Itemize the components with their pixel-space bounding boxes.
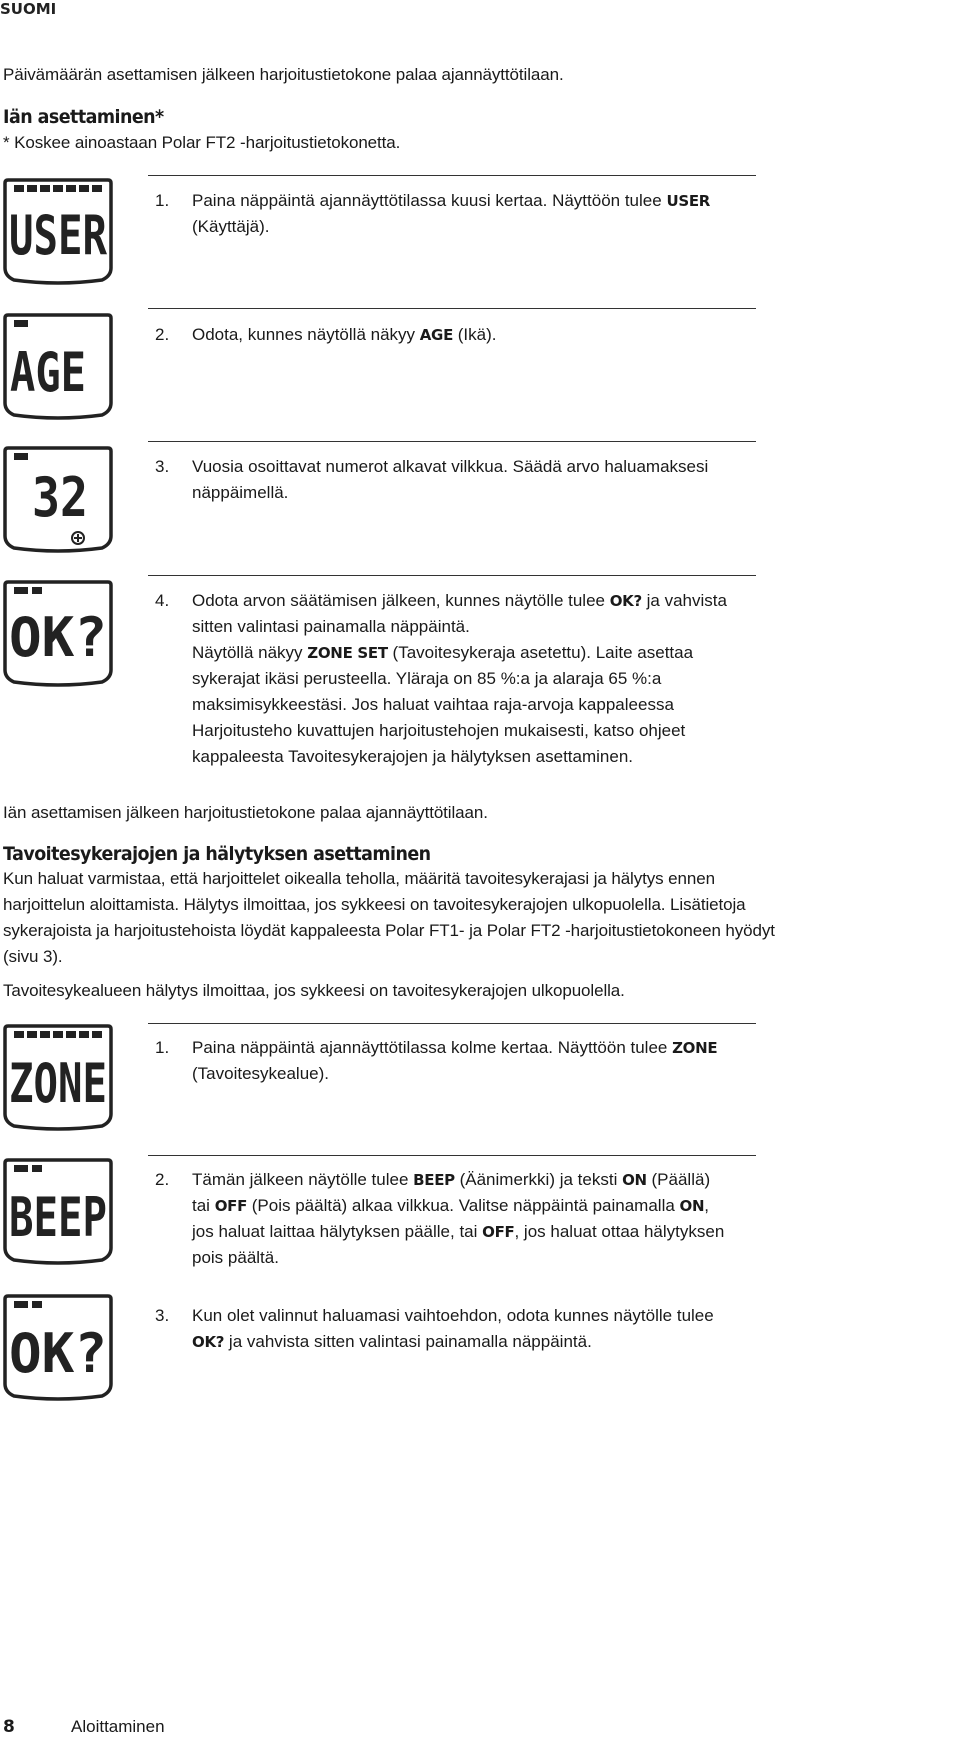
- step-text-part: , jos haluat ottaa hälytyksen: [514, 1222, 725, 1241]
- watch-display-age-icon: [2, 311, 114, 421]
- age-section-note: * Koskee ainoastaan Polar FT2 -harjoitustietokonetta.: [3, 133, 401, 152]
- step-text-part: (Pois päältä) alkaa vilkkua. Valitse näppäintä painamalla: [247, 1196, 680, 1215]
- step-text-part: (Tavoitesykeraja asetettu). Laite asettaa: [387, 643, 694, 662]
- age-after-text: Iän asettamisen jälkeen harjoitustietokone palaa ajannäyttötilaan.: [3, 803, 488, 822]
- step-text-line4: pois päältä.: [192, 1248, 279, 1267]
- display-keyword: AGE: [419, 326, 454, 344]
- step-text: [192, 588, 727, 770]
- paragraph-line: harjoittelun aloittamista. Hälytys ilmoittaa, jos sykkeesi on tavoitesykerajojen ulkopuolella. Lisätietoja: [3, 895, 746, 914]
- step-text-part: ja vahvista sitten valintasi painamalla näppäintä.: [224, 1332, 592, 1351]
- watch-display-ok-icon: [2, 578, 114, 688]
- watch-text: BEEP: [9, 1186, 107, 1249]
- zone-alarm-text: Tavoitesykealueen hälytys ilmoittaa, jos sykkeesi on tavoitesykerajojen ulkopuolella.: [3, 981, 625, 1000]
- step-text-part: Paina näppäintä ajannäyttötilassa kolme kertaa. Näyttöön tulee: [192, 1038, 673, 1057]
- footer: [3, 1717, 165, 1737]
- step-text-part: tai: [192, 1196, 215, 1215]
- footer-section-name: Aloittaminen: [71, 1717, 165, 1736]
- step-text-part: Näytöllä näkyy: [192, 643, 308, 662]
- step-text-line5: maksimisykkeestäsi. Jos haluat vaihtaa raja-arvoja kappaleessa: [192, 695, 674, 714]
- display-keyword: OFF: [482, 1223, 515, 1241]
- paragraph-line: sykerajoista ja harjoitustehoista löydät kappaleesta Polar FT1- ja Polar FT2 -harjoitustietokoneen hyödyt: [3, 921, 775, 940]
- watch-text: 32: [32, 466, 88, 529]
- step-text-line2: (Käyttäjä).: [192, 217, 270, 236]
- step-text-line1: Kun olet valinnut haluamasi vaihtoehdon, odota kunnes näytölle tulee: [192, 1306, 714, 1325]
- step-text: [192, 322, 496, 348]
- step-number: 1.: [155, 1038, 170, 1057]
- step-text-line2: (Tavoitesykealue).: [192, 1064, 330, 1083]
- watch-text: AGE: [10, 341, 86, 404]
- step-text-part: Odota arvon säätämisen jälkeen, kunnes näytölle tulee: [192, 591, 610, 610]
- step-text-part: (Päällä): [646, 1170, 711, 1189]
- watch-display-beep-icon: [2, 1156, 114, 1266]
- display-keyword: USER: [666, 192, 711, 210]
- step-number: 3.: [155, 1306, 170, 1325]
- age-step-3: [155, 454, 755, 506]
- step-text-part: Paina näppäintä ajannäyttötilassa kuusi kertaa. Näyttöön tulee: [192, 191, 667, 210]
- page-number: 8: [3, 1717, 15, 1737]
- zone-step-3: [155, 1303, 765, 1355]
- step-text-part: jos haluat laittaa hälytyksen päälle, tai: [192, 1222, 483, 1241]
- step-text-line2: sitten valintasi painamalla näppäintä.: [192, 617, 470, 636]
- step-number: 3.: [155, 457, 170, 476]
- display-keyword: ZONE: [672, 1039, 718, 1057]
- zone-section-title: Tavoitesykerajojen ja hälytyksen asettaminen: [3, 843, 431, 865]
- step-text: [192, 454, 708, 506]
- zone-step-1: [155, 1035, 755, 1087]
- step-text-part: ja vahvista: [641, 591, 727, 610]
- step-text-part: (Ikä).: [453, 325, 497, 344]
- age-step-2: [155, 322, 755, 348]
- step-text-line4: sykerajat ikäsi perusteella. Yläraja on 85 %:a ja alaraja 65 %:a: [192, 669, 662, 688]
- step-text: [192, 188, 710, 240]
- paragraph-line: (sivu 3).: [3, 947, 63, 966]
- step-divider: [148, 175, 756, 176]
- zone-section-paragraph: [3, 866, 953, 970]
- step-text-line1: Vuosia osoittavat numerot alkavat vilkkua. Säädä arvo haluamaksesi: [192, 457, 709, 476]
- step-divider: [148, 575, 756, 576]
- display-keyword: ON: [679, 1197, 705, 1215]
- step-number: 1.: [155, 191, 170, 210]
- watch-text: ZONE: [9, 1052, 107, 1115]
- watch-display-32-icon: [2, 444, 114, 554]
- watch-text: OK?: [9, 1322, 107, 1385]
- step-number: 4.: [155, 591, 170, 610]
- display-keyword: OK?: [192, 1333, 225, 1351]
- age-step-4: [155, 588, 765, 770]
- watch-display-zone-icon: [2, 1022, 114, 1132]
- step-text-part: Tämän jälkeen näytölle tulee: [192, 1170, 414, 1189]
- step-text-line2: näppäimellä.: [192, 483, 289, 502]
- step-text-line7: kappaleesta Tavoitesykerajojen ja hälytyksen asettaminen.: [192, 747, 634, 766]
- display-keyword: OFF: [214, 1197, 248, 1215]
- watch-text: OK?: [9, 606, 107, 669]
- display-keyword: ON: [622, 1171, 647, 1189]
- age-step-1: [155, 188, 755, 240]
- display-keyword: OK?: [609, 592, 642, 610]
- watch-text: USER: [9, 204, 108, 267]
- step-text-part: ,: [704, 1196, 709, 1215]
- intro-date-text: Päivämäärän asettamisen jälkeen harjoitustietokone palaa ajannäyttötilaan.: [3, 65, 564, 84]
- zone-step-2: [155, 1167, 765, 1271]
- age-section-title: Iän asettaminen*: [3, 106, 164, 128]
- step-text-part: (Äänimerkki) ja teksti: [454, 1170, 623, 1189]
- step-text: [192, 1303, 714, 1355]
- paragraph-line: Kun haluat varmistaa, että harjoittelet oikealla teholla, määritä tavoitesykerajasi ja hälytys ennen: [3, 869, 715, 888]
- step-text-line6: Harjoitusteho kuvattujen harjoitustehojen mukaisesti, katso ohjeet: [192, 721, 686, 740]
- step-number: 2.: [155, 325, 170, 344]
- watch-display-user-icon: [2, 176, 114, 286]
- display-keyword: ZONE SET: [307, 644, 388, 662]
- display-keyword: BEEP: [413, 1171, 455, 1189]
- step-divider: [148, 308, 756, 309]
- step-text: [192, 1035, 717, 1087]
- step-text-part: Odota, kunnes näytöllä näkyy: [192, 325, 420, 344]
- step-divider: [148, 1155, 756, 1156]
- step-divider: [148, 1023, 756, 1024]
- step-divider: [148, 441, 756, 442]
- watch-display-ok-icon: [2, 1292, 114, 1402]
- language-label: SUOMI: [0, 0, 57, 18]
- step-number: 2.: [155, 1170, 170, 1189]
- step-text: [192, 1167, 724, 1271]
